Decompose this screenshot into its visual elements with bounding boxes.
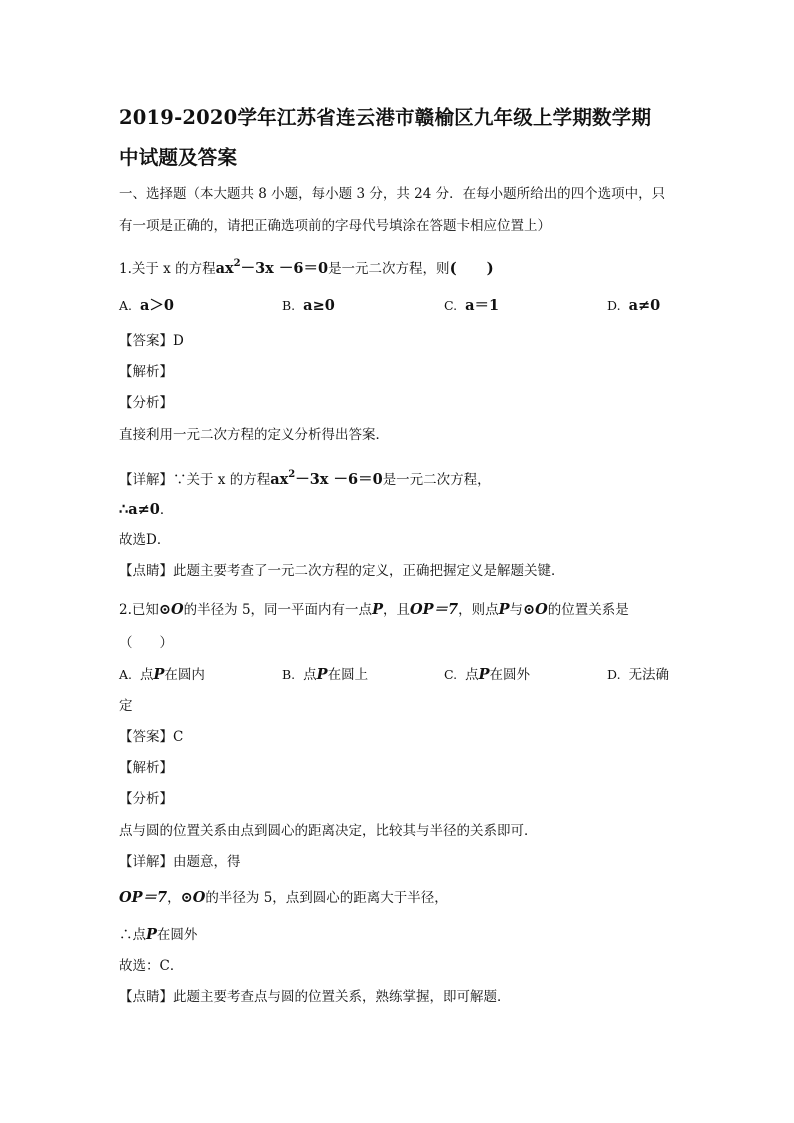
q1-detail-equation-a: ax	[270, 471, 289, 488]
q2-option-d-wrap: 定	[119, 698, 133, 714]
q1-comment-tag: 【点睛】	[119, 563, 173, 579]
q2-option-c	[444, 665, 530, 685]
section-instructions-line-2: 有一项是正确的，请把正确选项前的字母代号填涂在答题卡相应位置上）	[119, 218, 551, 234]
q2-option-c-pre: 点	[465, 667, 479, 683]
q2-mid2: ，且	[382, 602, 410, 618]
q2-point-p-2: P	[498, 601, 510, 618]
q2-option-a-p: P	[153, 666, 165, 683]
q1-option-a	[119, 296, 174, 316]
q1-option-b	[282, 296, 335, 316]
q1-equation-exponent: 2	[233, 258, 241, 269]
q1-detail-equation-exponent: 2	[288, 469, 296, 480]
q2-answer-tag: 【答案】	[119, 729, 173, 745]
q2-jiexi-tag: 【解析】	[119, 760, 173, 776]
q1-option-a-value: a＞0	[140, 297, 174, 314]
q1-option-c	[444, 296, 499, 316]
q2-option-b-pre: 点	[303, 667, 317, 683]
q2-option-d-pre: 无法确	[628, 667, 670, 683]
q2-therefore-post: 在圆外	[156, 927, 198, 943]
q2-option-b	[282, 665, 368, 685]
q2-prefix: 2.已知	[119, 602, 159, 618]
q1-option-d	[607, 296, 660, 316]
document-title-line-2: 中试题及答案	[119, 146, 238, 169]
q1-detail	[119, 465, 491, 490]
q2-option-a-label: A.	[119, 667, 133, 682]
q1-equation-a: ax	[215, 260, 234, 277]
q1-fenxi-tag: 【分析】	[119, 395, 173, 411]
q2-fenxi-tag: 【分析】	[119, 791, 173, 807]
q2-fenxi-text: 点与圆的位置关系由点到圆心的距离决定，比较其与半径的关系即可．	[119, 823, 538, 839]
q2-therefore-p: P	[146, 926, 157, 943]
q2-choose: 故选：C．	[119, 958, 184, 974]
q2-option-c-p: P	[478, 666, 490, 683]
q1-option-c-value: a＝1	[465, 297, 500, 314]
q1-detail-tag: 【详解】	[119, 472, 173, 488]
q1-detail-equation-b: －3x －6＝0	[295, 471, 383, 488]
q2-option-b-post: 在圆上	[327, 667, 369, 683]
q2-answer-value: C	[173, 729, 184, 745]
q2-option-b-p: P	[316, 666, 328, 683]
q1-answer-tag: 【答案】	[119, 333, 173, 349]
q2-therefore	[119, 925, 197, 945]
q2-mid5: 的位置关系是	[547, 602, 629, 618]
q2-option-c-post: 在圆外	[489, 667, 530, 683]
q2-comment-tag: 【点睛】	[119, 989, 173, 1005]
q2-circle-symbol-2: ⊙O	[523, 601, 548, 618]
q2-mid1: 的半径为 5，同一平面内有一点	[183, 602, 373, 618]
q2-mid3: ，则点	[458, 602, 499, 618]
q1-answer-paren: ( )	[449, 259, 494, 277]
q1-therefore	[119, 500, 173, 520]
document-title-line-1: 2019-2020学年江苏省连云港市赣榆区九年级上学期数学期	[119, 106, 652, 129]
q2-comment-text: 此题主要考查点与圆的位置关系，熟练掌握，即可解题．	[173, 989, 511, 1005]
q2-mid4: 与	[509, 602, 523, 618]
q1-detail-pre: ∵关于 x 的方程	[173, 472, 271, 488]
q1-comment	[119, 561, 565, 581]
q2-detail-text: 由题意，得	[173, 854, 241, 870]
q1-jiexi-tag: 【解析】	[119, 364, 173, 380]
q2-therefore-pre: ∴点	[119, 927, 146, 943]
q1-fenxi-text: 直接利用一元二次方程的定义分析得出答案．	[119, 427, 389, 443]
q1-therefore-expr: ∴a≠0	[119, 501, 160, 518]
q1-prefix: 1.关于 x 的方程	[119, 261, 216, 277]
q2-option-c-label: C.	[444, 667, 458, 682]
q2-detail-tag: 【详解】	[119, 854, 173, 870]
q1-comment-text: 此题主要考查了一元二次方程的定义，正确把握定义是解题关键．	[173, 563, 565, 579]
q1-option-a-label: A.	[119, 298, 133, 313]
q2-line-rest: 的半径为 5，点到圆心的距离大于半径，	[205, 890, 448, 906]
q2-op-line	[119, 888, 448, 908]
q2-stem	[119, 600, 629, 620]
q2-circle-symbol: ⊙O	[158, 601, 184, 618]
q2-option-a-post: 在圆内	[164, 667, 205, 683]
q2-option-d-label: D.	[607, 667, 621, 682]
q1-therefore-end: ．	[159, 502, 174, 518]
q1-suffix: 是一元二次方程，则	[328, 261, 450, 277]
q1-answer	[119, 331, 184, 351]
section-instructions-line-1: 一、选择题（本大题共 8 小题，每小题 3 分，共 24 分．在每小题所给出的四个选项中，只	[119, 186, 666, 202]
q2-answer-paren: （ ）	[119, 635, 173, 651]
q1-option-c-label: C.	[444, 298, 458, 313]
q1-option-b-label: B.	[282, 298, 296, 313]
q2-answer	[119, 727, 183, 747]
q1-equation-b: －3x －6＝0	[240, 260, 329, 277]
q2-option-a	[119, 665, 205, 685]
q2-line-circle: ⊙O	[180, 889, 206, 906]
q1-option-d-label: D.	[607, 298, 621, 313]
q2-detail	[119, 852, 241, 872]
q1-option-b-value: a≥0	[303, 297, 335, 314]
q1-detail-post: 是一元二次方程，	[382, 472, 491, 488]
q1-stem	[119, 254, 494, 279]
q1-option-d-value: a≠0	[628, 297, 661, 314]
q2-option-b-label: B.	[282, 667, 296, 682]
q2-line-sep: ，	[167, 890, 181, 906]
q2-line-op: OP＝7	[119, 889, 168, 906]
q1-answer-value: D	[173, 333, 184, 349]
q2-option-d	[607, 665, 669, 685]
q1-choose: 故选D．	[119, 532, 171, 548]
q2-comment	[119, 987, 511, 1007]
q2-option-a-pre: 点	[140, 667, 154, 683]
q2-point-p: P	[372, 601, 383, 618]
q2-op-expr: OP＝7	[409, 601, 459, 618]
